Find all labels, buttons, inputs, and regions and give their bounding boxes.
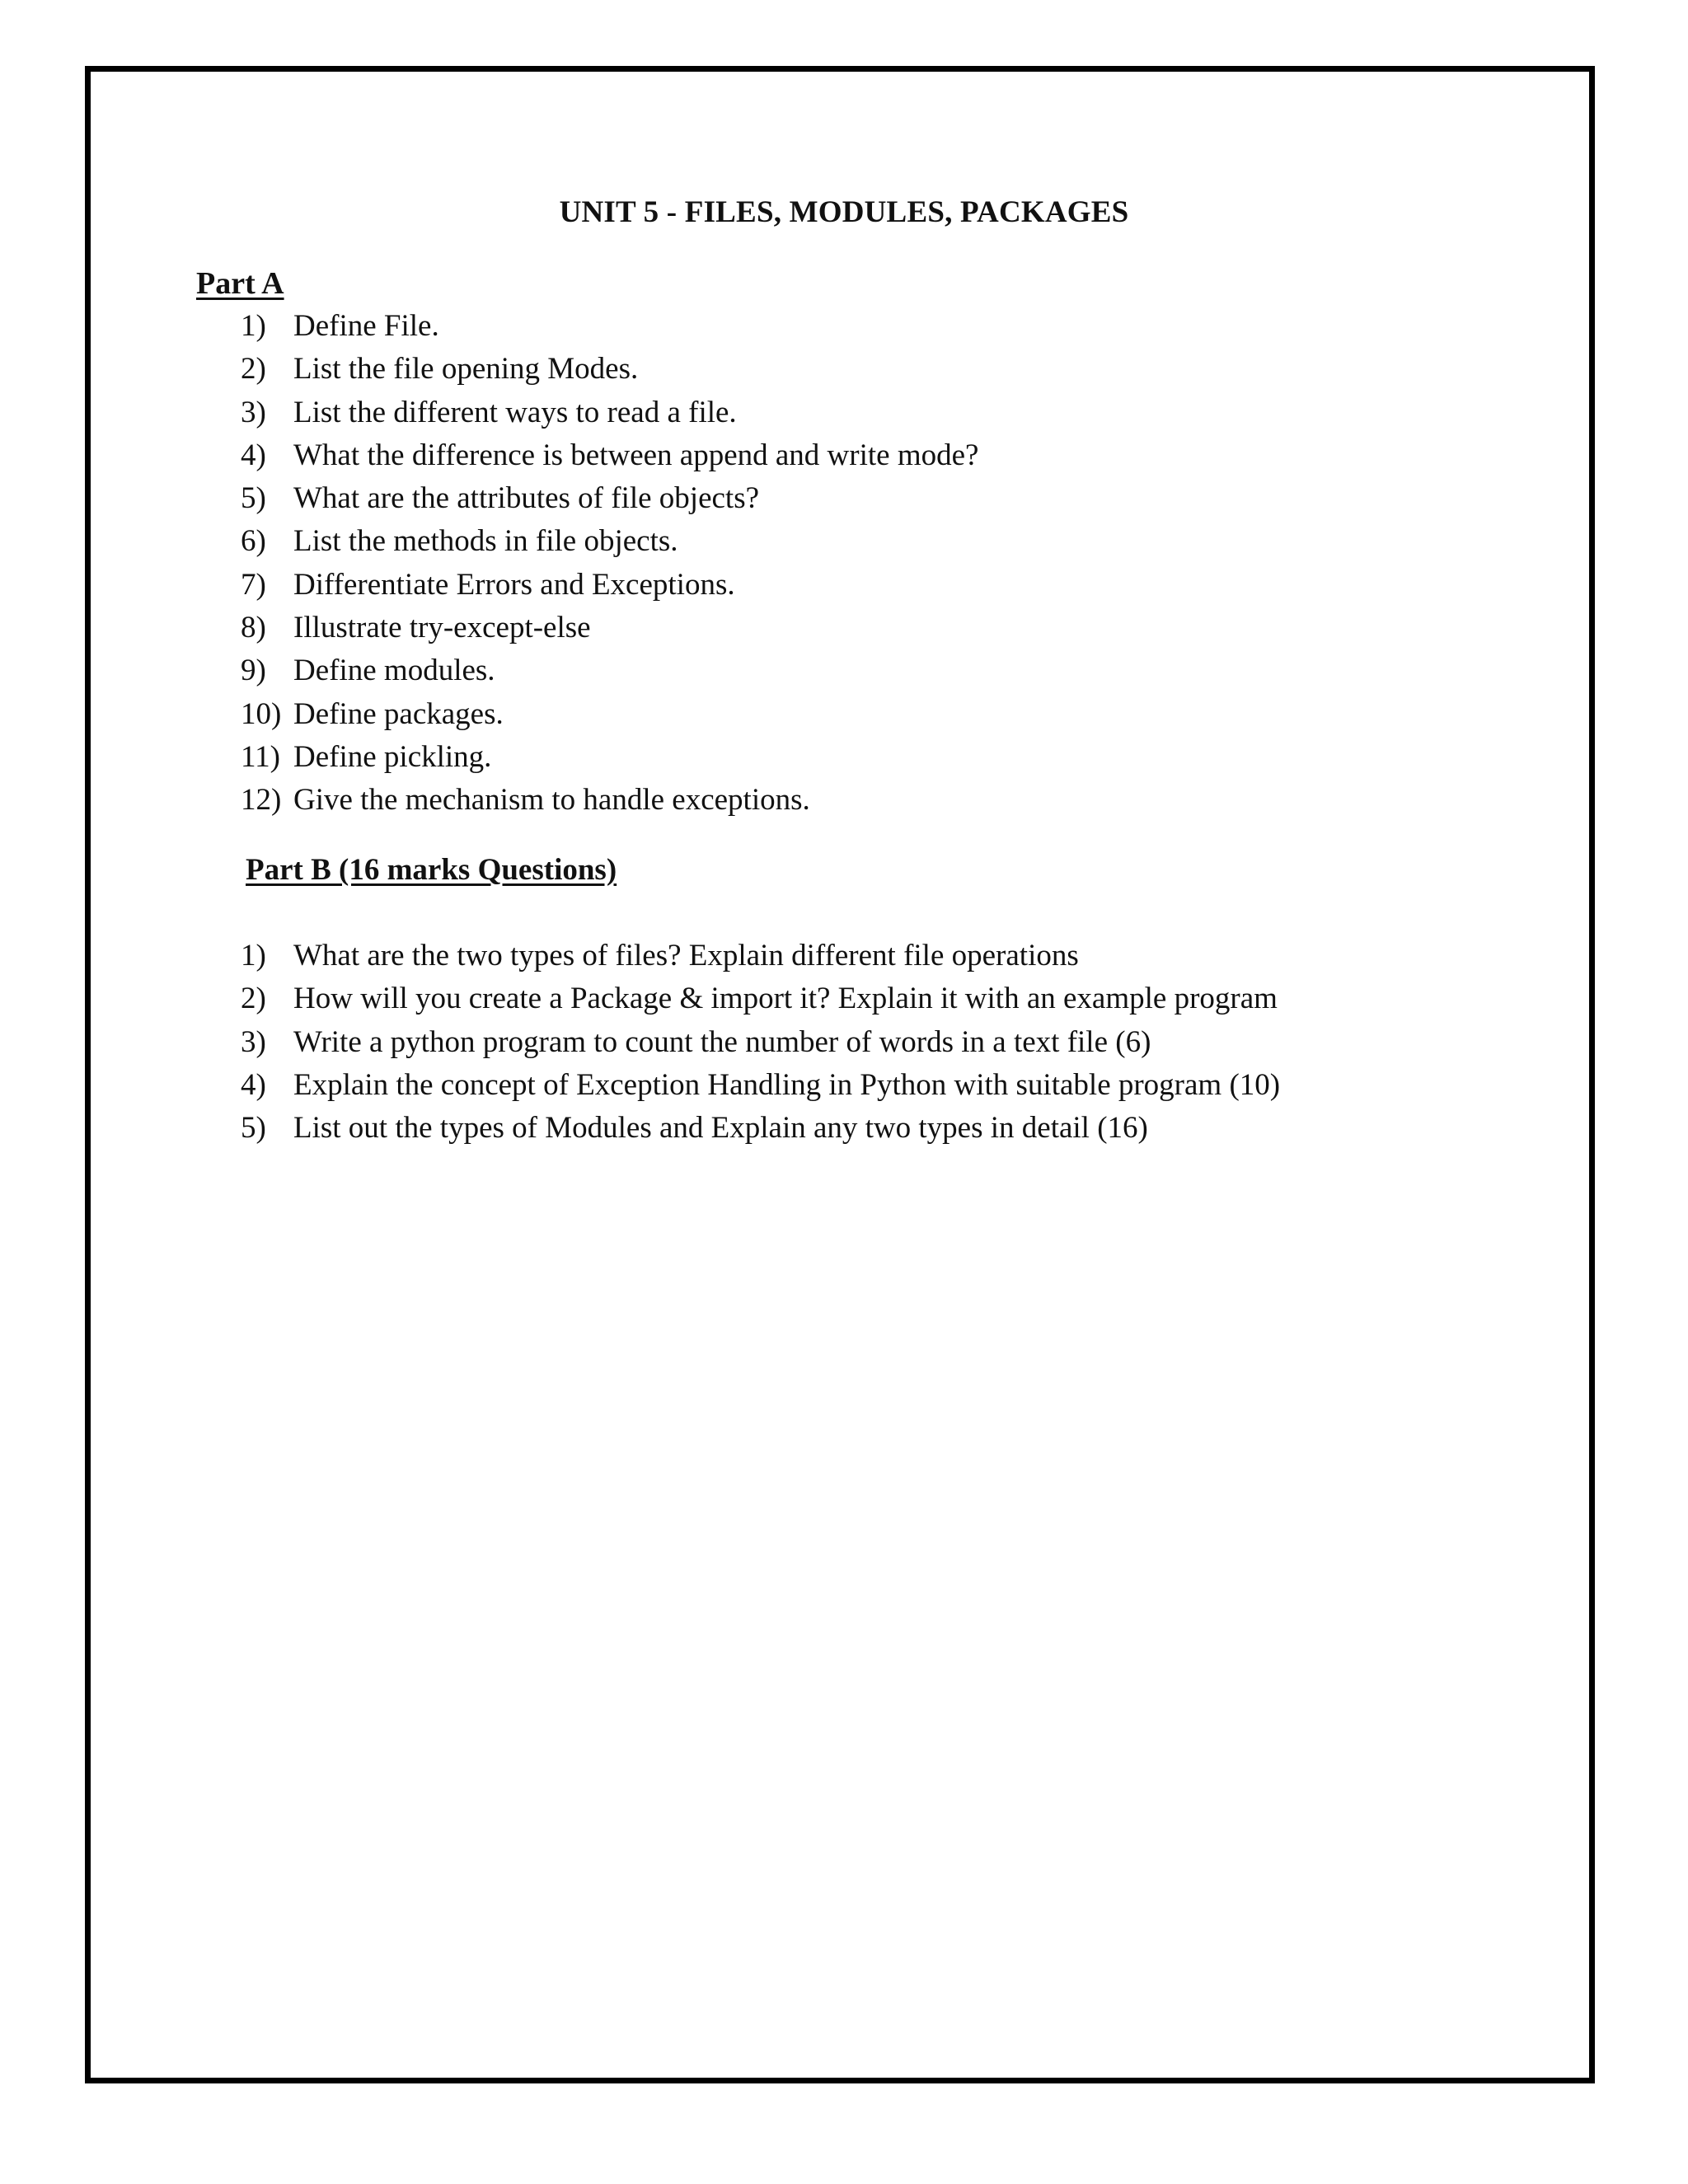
part-a-question-list <box>241 305 978 823</box>
question-number: 3) <box>241 395 266 429</box>
question-number: 7) <box>241 567 266 602</box>
question-number: 6) <box>241 524 266 559</box>
question-item <box>241 520 978 563</box>
question-item <box>241 607 978 649</box>
question-text: What are the two types of files? Explain different file operations <box>293 939 1079 972</box>
question-number: 11) <box>241 739 280 774</box>
question-item <box>241 649 978 692</box>
question-text: Define pickling. <box>293 739 492 774</box>
question-number: 1) <box>241 309 266 343</box>
question-number: 5) <box>241 481 266 516</box>
question-text: List the different ways to read a file. <box>293 395 737 429</box>
question-number: 9) <box>241 654 266 688</box>
question-item <box>241 391 978 434</box>
page-title: UNIT 5 - FILES, MODULES, PACKAGES <box>559 195 1129 229</box>
question-text: Give the mechanism to handle exceptions. <box>293 783 810 818</box>
question-item <box>241 477 978 520</box>
question-number: 4) <box>241 1067 266 1102</box>
question-item <box>241 434 978 477</box>
question-number: 1) <box>241 939 266 972</box>
question-text: List the methods in file objects. <box>293 524 678 559</box>
question-item <box>241 348 978 391</box>
part-b-question-list <box>241 935 1280 1150</box>
question-item <box>241 1064 1280 1107</box>
question-item <box>241 564 978 607</box>
part-b-heading: Part B (16 marks Questions) <box>246 853 617 887</box>
question-text: List the file opening Modes. <box>293 352 639 387</box>
question-text: How will you create a Package & import it? Explain it with an example program <box>293 982 1278 1016</box>
question-text: Define File. <box>293 309 439 343</box>
question-text: Explain the concept of Exception Handling in Python with suitable program (10) <box>293 1067 1281 1102</box>
question-text: What the difference is between append and write mode? <box>293 438 979 472</box>
question-text: Define packages. <box>293 696 504 731</box>
question-number: 8) <box>241 611 266 645</box>
question-text: Define modules. <box>293 654 495 688</box>
question-text: List out the types of Modules and Explain any two types in detail (16) <box>293 1111 1148 1146</box>
question-text: What are the attributes of file objects? <box>293 481 760 516</box>
question-number: 2) <box>241 352 266 387</box>
question-item <box>241 977 1280 1020</box>
question-item <box>241 1107 1280 1150</box>
question-text: Differentiate Errors and Exceptions. <box>293 567 735 602</box>
question-item <box>241 935 1280 977</box>
question-text: Write a python program to count the number of words in a text file (6) <box>293 1024 1151 1059</box>
question-text: Illustrate try-except-else <box>293 611 591 645</box>
question-number: 12) <box>241 783 282 818</box>
part-a-heading: Part A <box>196 266 284 301</box>
question-item <box>241 736 978 779</box>
question-number: 10) <box>241 696 282 731</box>
question-item <box>241 693 978 736</box>
question-number: 5) <box>241 1111 266 1146</box>
question-item <box>241 1021 1280 1064</box>
question-number: 4) <box>241 438 266 472</box>
question-item <box>241 779 978 822</box>
question-number: 3) <box>241 1024 266 1059</box>
question-number: 2) <box>241 982 266 1016</box>
question-item <box>241 305 978 348</box>
